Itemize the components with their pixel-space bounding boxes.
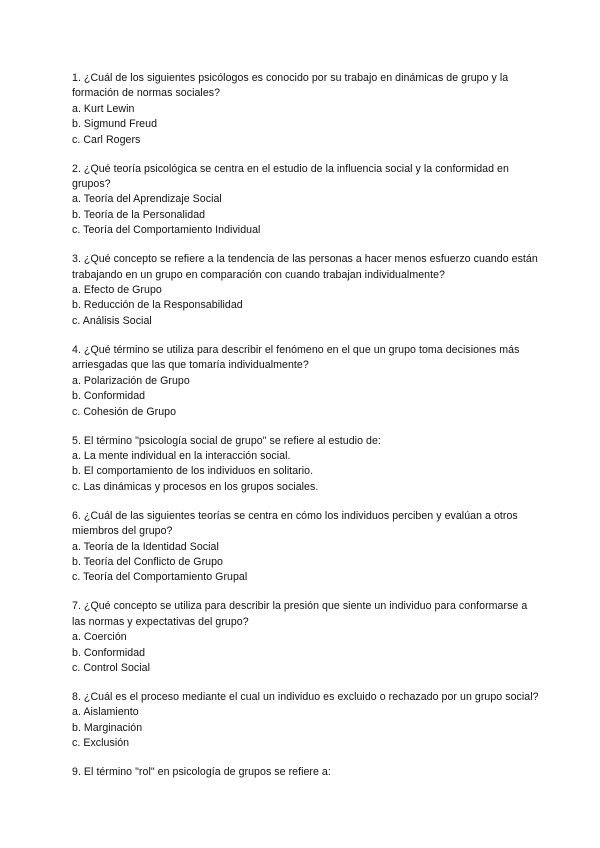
question-text: 4. ¿Qué término se utiliza para describir el fenómeno en el que un grupo toma decisiones más arriesgadas que las que tomaría individualmente?: [72, 343, 520, 372]
option-c: c. Control Social: [72, 661, 150, 674]
option-c: c. Las dinámicas y procesos en los grupos sociales.: [72, 480, 319, 493]
option-b: b. Teoría de la Personalidad: [72, 208, 206, 221]
option-b: b. Reducción de la Responsabilidad: [72, 299, 243, 312]
option-c: c. Teoría del Comportamiento Grupal: [72, 571, 248, 584]
question-text: 2. ¿Qué teoría psicológica se centra en el estudio de la influencia social y la conformidad en grupos?: [72, 162, 509, 191]
option-b: b. Conformidad: [72, 390, 146, 403]
question-text: 6. ¿Cuál de las siguientes teorías se centra en cómo los individuos perciben y evalúan a otros miembros del grupo?: [72, 509, 518, 538]
option-b: b. Marginación: [72, 721, 143, 734]
option-a: a. Teoría del Aprendizaje Social: [72, 193, 222, 206]
option-a: a. Kurt Lewin: [72, 102, 135, 115]
option-c: c. Análisis Social: [72, 314, 152, 327]
question-8: [72, 690, 542, 752]
question-text: 1. ¿Cuál de los siguientes psicólogos es conocido por su trabajo en dinámicas de grupo y la formación de normas sociales?: [72, 72, 509, 100]
question-7: [72, 599, 542, 676]
option-c: c. Carl Rogers: [72, 133, 141, 146]
question-1: [72, 71, 542, 148]
option-b: b. Teoría del Conflicto de Grupo: [72, 555, 223, 568]
option-a: a. Polarización de Grupo: [72, 374, 190, 387]
option-a: a. Teoría de la Identidad Social: [72, 540, 219, 553]
question-4: [72, 343, 542, 420]
option-c: c. Exclusión: [72, 737, 130, 750]
question-2: [72, 162, 542, 239]
question-3: [72, 252, 542, 329]
question-5: [72, 434, 542, 496]
document-page: [72, 71, 542, 794]
question-text: 8. ¿Cuál es el proceso mediante el cual un individuo es excluido o rechazado por un grupo social?: [72, 690, 539, 703]
question-text: 7. ¿Qué concepto se utiliza para describir la presión que siente un individuo para conformarse a las normas y expectativas del grupo?: [72, 600, 528, 628]
question-9: [72, 765, 542, 780]
option-b: b. Sigmund Freud: [72, 118, 158, 131]
option-a: a. Aislamiento: [72, 706, 139, 719]
option-c: c. Teoría del Comportamiento Individual: [72, 224, 261, 237]
option-a: a. Efecto de Grupo: [72, 284, 162, 297]
question-text: 5. El término "psicología social de grupo" se refiere al estudio de:: [72, 434, 381, 447]
question-text: 9. El término "rol" en psicología de grupos se refiere a:: [72, 766, 331, 779]
option-a: a. Coerción: [72, 631, 127, 644]
option-b: b. El comportamiento de los individuos en solitario.: [72, 465, 314, 478]
option-b: b. Conformidad: [72, 646, 146, 659]
option-a: a. La mente individual en la interacción social.: [72, 449, 291, 462]
question-6: [72, 509, 542, 586]
option-c: c. Cohesión de Grupo: [72, 405, 177, 418]
question-text: 3. ¿Qué concepto se refiere a la tendencia de las personas a hacer menos esfuerzo cuando están trabajando en un grupo en comparación con cuando trabajan individualmente?: [72, 253, 538, 281]
